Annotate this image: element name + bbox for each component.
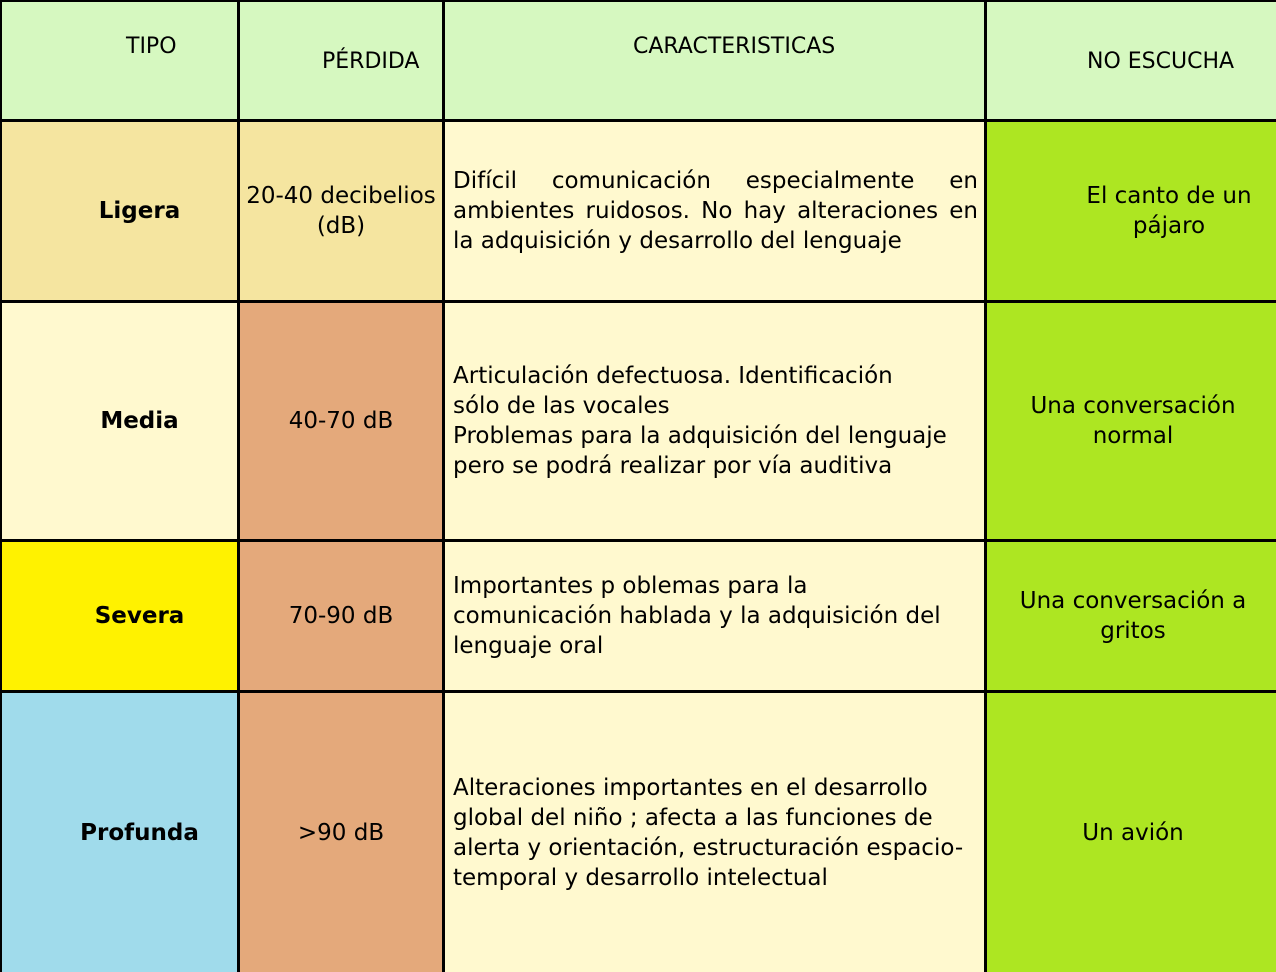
row-media-tipo bbox=[2, 303, 237, 539]
row-media-no-escucha bbox=[987, 303, 1276, 539]
header-tipo-label: TIPO bbox=[126, 34, 177, 59]
row-profunda-caracteristicas bbox=[445, 693, 984, 972]
tipo-label: Ligera bbox=[98, 198, 181, 224]
row-ligera-caracteristicas bbox=[445, 122, 984, 300]
perdida-value: 70-90 dB bbox=[288, 603, 394, 629]
caracteristicas-text: Importantes p oblemas para la comunicación hablada y la adquisición del lenguaje oral bbox=[453, 573, 941, 659]
caracteristicas-text: Alteraciones importantes en el desarrollo global del niño ; afecta a las funciones de alerta y orientación, estructuración espacio-temporal y desarrollo intelectual bbox=[453, 774, 964, 891]
row-ligera-perdida bbox=[240, 122, 442, 300]
caracteristicas-text: Problemas para la adquisición del lenguaje pero se podrá realizar por vía auditiva bbox=[453, 423, 947, 479]
header-perdida-label: PÉRDIDA bbox=[322, 49, 420, 74]
row-profunda-perdida bbox=[240, 693, 442, 972]
tipo-label: Severa bbox=[94, 603, 185, 629]
caracteristicas-text: Articulación defectuosa. Identificación sólo de las vocales bbox=[453, 363, 893, 419]
header-caracteristicas bbox=[445, 2, 984, 119]
header-no-escucha bbox=[987, 2, 1276, 119]
no-escucha-text: Una conversación normal bbox=[1030, 393, 1236, 449]
header-caracteristicas-label: CARACTERISTICAS bbox=[633, 34, 836, 59]
perdida-value: 40-70 dB bbox=[288, 408, 394, 434]
tipo-label: Profunda bbox=[80, 819, 199, 846]
row-severa-caracteristicas bbox=[445, 542, 984, 690]
row-severa-perdida bbox=[240, 542, 442, 690]
no-escucha-text: Un avión bbox=[1082, 819, 1184, 846]
no-escucha-text: El canto de un pájaro bbox=[1086, 183, 1252, 239]
tipo-label: Media bbox=[100, 408, 179, 434]
perdida-value: >90 dB bbox=[297, 819, 385, 846]
row-severa-no-escucha bbox=[987, 542, 1276, 690]
header-perdida bbox=[240, 2, 442, 119]
row-severa-tipo bbox=[2, 542, 237, 690]
perdida-value: 20-40 decibelios (dB) bbox=[246, 183, 436, 239]
row-ligera-tipo bbox=[2, 122, 237, 300]
caracteristicas-text: Difícil comunicación especialmente en ambientes ruidosos. No hay alteraciones en la adquisición y desarrollo del lenguaje bbox=[453, 168, 978, 254]
row-profunda-tipo bbox=[2, 693, 237, 972]
header-tipo bbox=[2, 2, 237, 119]
header-no-escucha-label: NO ESCUCHA bbox=[1087, 49, 1235, 74]
row-media-perdida bbox=[240, 303, 442, 539]
row-ligera-no-escucha bbox=[987, 122, 1276, 300]
no-escucha-text: Una conversación a gritos bbox=[1019, 588, 1247, 644]
row-profunda-no-escucha bbox=[987, 693, 1276, 972]
row-media-caracteristicas bbox=[445, 303, 984, 539]
